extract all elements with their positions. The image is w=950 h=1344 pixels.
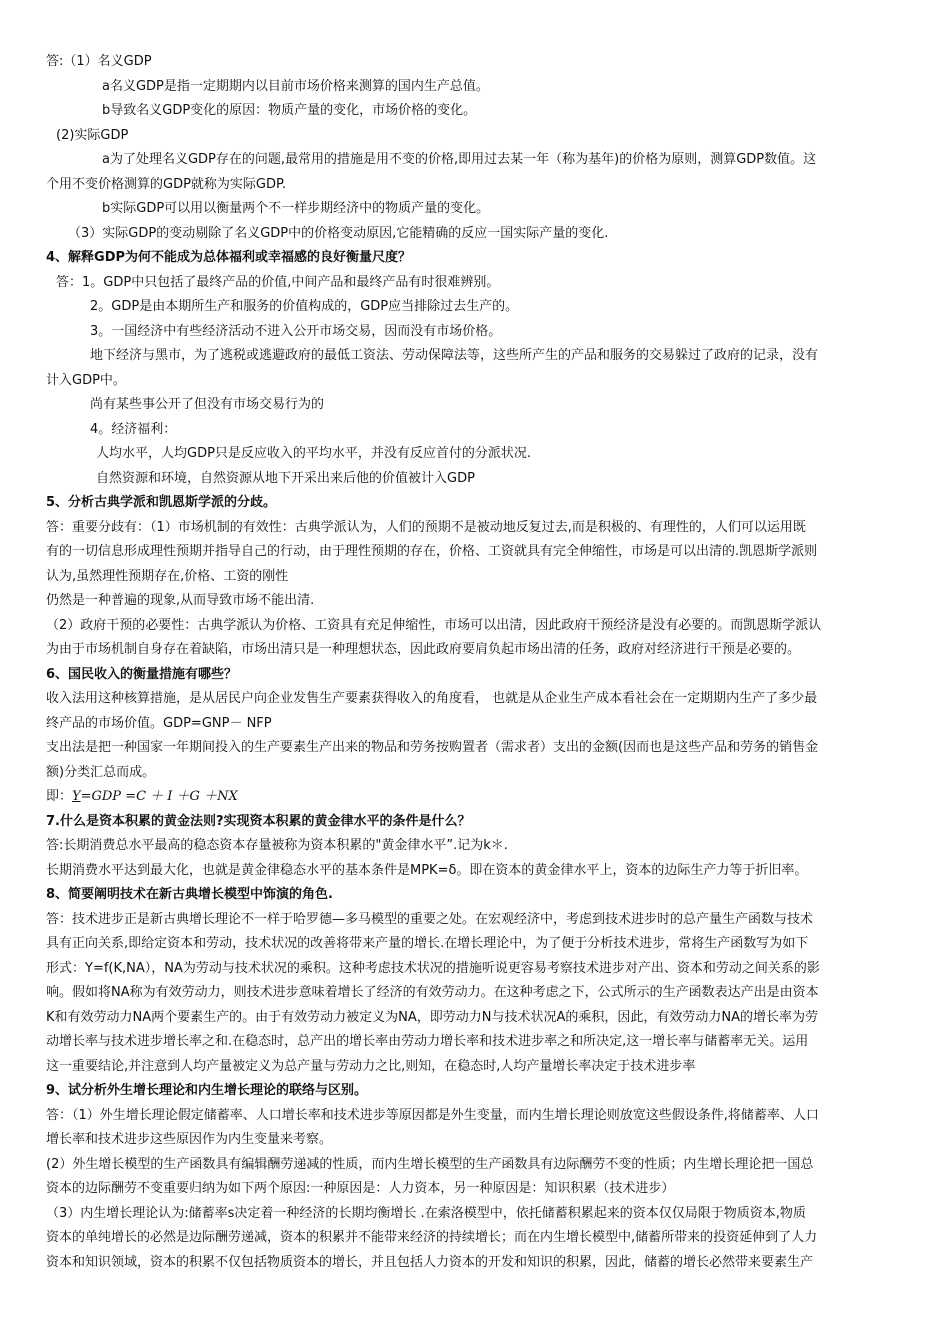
text-line: 尚有某些事公开了但没有市场交易行为的 [90, 397, 325, 412]
text-line: 为由于市场机制自身存在着缺陷，市场出清只是一种理想状态，因此政府要肩负起市场出清的任务，政府对经济进行干预是必要的。 [46, 642, 801, 657]
text-line: 2。GDP是由本期所生产和服务的价值构成的，GDP应当排除过去生产的。 [90, 299, 519, 314]
text-line: 终产品的市场价值。GDP=GNP－ NFP [46, 715, 272, 731]
text-line: 仍然是一种普遍的现象,从而导致市场不能出清. [46, 593, 315, 608]
text-line: 动增长率与技术进步增长率之和.在稳态时，总产出的增长率由劳动力增长率和技术进步率之和所决定,这一增长率与储蓄率无关。运用 [46, 1034, 809, 1049]
text-line: 地下经济与黑市，为了逃税或逃避政府的最低工资法、劳动保障法等，这些所产生的产品和服务的交易躲过了政府的记录，没有 [90, 348, 819, 363]
text-line: 计入GDP中。 [46, 372, 126, 388]
text-line: 自然资源和环境，自然资源从地下开采出来后他的价值被计入GDP [96, 470, 475, 486]
text-line: (2）外生增长模型的生产函数具有编辑酬劳递减的性质，而内生增长模型的生产函数具有边际酬劳不变的性质；内生增长理论把一国总 [46, 1156, 814, 1172]
equation [72, 789, 238, 804]
text-line: 有的一切信息形成理性预期并指导自己的行动，由于理性预期的存在，价格、工资就具有完全伸缩性，市场是可以出清的.凯恩斯学派则 [46, 544, 818, 559]
text-line: K和有效劳动力NA两个要素生产的。由于有效劳动力被定义为NA，即劳动力N与技术状况A的乘积，因此，有效劳动力NA的增长率为劳 [46, 1009, 818, 1025]
text-line: 这一重要结论,并注意到人均产量被定义为总产量与劳动力之比,则知，在稳态时,人均产量增长率决定于技术进步率 [46, 1058, 696, 1074]
text-line: 支出法是把一种国家一年期间投入的生产要素生产出来的物品和劳务按购置者（需求者）支出的金额(因而也是这些产品和劳务的销售金 [46, 740, 819, 755]
text-line: 答：重要分歧有：（1）市场机制的有效性：古典学派认为，人们的预期不是被动地反复过去,而是积极的、有理性的，人们可以运用既 [46, 519, 806, 535]
text-line: 收入法用这种核算措施，是从居民户向企业发售生产要素获得收入的角度看， 也就是从企业生产成本看社会在一定期期内生产了多少最 [46, 691, 818, 706]
document-body-part2 [46, 810, 904, 1276]
text-line: （2）政府干预的必要性：古典学派认为价格、工资具有充足伸缩性，市场可以出清，因此政府干预经济是没有必要的。而凯恩斯学派认 [46, 617, 822, 633]
text-line: 长期消费水平达到最大化，也就是黄金律稳态水平的基本条件是MPK=δ。即在资本的黄金律水平上，资本的边际生产力等于折旧率。 [46, 862, 808, 878]
text-line: 答：技术进步正是新古典增长理论不一样于哈罗德—多马模型的重要之处。在宏观经济中，考虑到技术进步时的总产量生产函数与技术 [46, 911, 814, 927]
text-line: 资本的边际酬劳不变重要归纳为如下两个原因:一种原因是：人力资本，另一种原因是：知识积累（技术进步） [46, 1181, 675, 1196]
section-heading: 9、试分析外生增长理论和内生增长理论的联络与区别。 [46, 1083, 368, 1098]
text-line: 答:长期消费总水平最高的稳态资本存量被称为资本积累的"黄金律水平”.记为k＊. [46, 838, 508, 853]
text-line: b实际GDP可以用以衡量两个不一样步期经济中的物质产量的变化。 [102, 201, 490, 216]
section-heading: 6、国民收入的衡量措施有哪些？ [46, 666, 238, 682]
section-heading: 4、解释GDP为何不能成为总体福利或幸福感的良好衡量尺度？ [46, 250, 412, 265]
text-line: 答:（1）名义GDP [46, 54, 152, 69]
text-line: （3）内生增长理论认为:储蓄率s决定着一种经济的长期均衡增长 .在索洛模型中，依托储蓄积累起来的资本仅仅局限于物质资本,物质 [46, 1205, 806, 1221]
text-line: a名义GDP是指一定期期内以目前市场价格来测算的国内生产总值。 [102, 78, 489, 94]
text-line: a为了处理名义GDP存在的问题,最常用的措施是用不变的价格,即用过去某一年（称为基年)的价格为原则，测算GDP数值。这 [102, 152, 817, 167]
section-heading: 5、分析古典学派和凯恩斯学派的分歧。 [46, 495, 277, 510]
text-line: 资本的单纯增长的必然是边际酬劳递减，资本的积累并不能带来经济的持续增长；而在内生增长模型中,储蓄所带来的投资延伸到了人力 [46, 1230, 818, 1245]
text-line: 增长率和技术进步这些原因作为内生变量来考察。 [46, 1132, 333, 1147]
text-line: 答：（1）外生增长理论假定储蓄率、人口增长率和技术进步等原因都是外生变量，而内生增长理论则放宽这些假设条件,将储蓄率、人口 [46, 1107, 819, 1123]
section-heading: 8、简要阐明技术在新古典增长模型中饰演的角色. [46, 887, 333, 902]
document-page [46, 50, 904, 1275]
text-line: 具有正向关系,即给定资本和劳动，技术状况的改善将带来产量的增长.在增长理论中，为了便于分析技术进步，常将生产函数写为如下 [46, 936, 809, 951]
text-line: (2)实际GDP [56, 127, 129, 143]
equation-rhs: =GDP =C ＋ I ＋G ＋NX [80, 789, 238, 804]
text-line: 个用不变价格测算的GDP就称为实际GDP. [46, 176, 286, 192]
text-line: 答：1。GDP中只包括了最终产品的价值,中间产品和最终产品有时很难辨别。 [56, 274, 500, 290]
text-line: 3。一国经济中有些经济活动不进入公开市场交易，因而没有市场价格。 [90, 323, 502, 339]
text-line: 人均水平，人均GDP只是反应收入的平均水平，并没有反应首付的分派状况. [96, 446, 532, 461]
text-line: b导致名义GDP变化的原因：物质产量的变化，市场价格的变化。 [102, 103, 477, 118]
text-line: 响。假如将NA称为有效劳动力，则技术进步意味着增长了经济的有效劳动力。在这种考虑之下，公式所示的生产函数表达产出是由资本 [46, 985, 819, 1000]
text-line: （3）实际GDP的变动剔除了名义GDP中的价格变动原因,它能精确的反应一国实际产量的变化. [68, 225, 609, 241]
text-line: 认为,虽然理性预期存在,价格、工资的刚性 [46, 568, 289, 584]
text-line: 额)分类汇总而成。 [46, 764, 156, 780]
equation-lhs: Y [72, 789, 81, 804]
section-heading: 7.什么是资本积累的黄金法则?实现资本积累的黄金律水平的条件是什么？ [46, 813, 471, 829]
equation-prefix: 即： [46, 789, 73, 804]
text-line: 形式：Y=f(K,NA），NA为劳动与技术状况的乘积。这种考虑技术状况的措施听说更容易考察技术进步对产出、资本和劳动之间关系的影 [46, 960, 820, 976]
text-line: 资本和知识领域，资本的积累不仅包括物质资本的增长，并且包括人力资本的开发和知识的积累，因此，储蓄的增长必然带来要素生产 [46, 1254, 814, 1270]
gdp-equation-line [46, 785, 904, 810]
text-line: 4。经济福利： [90, 421, 177, 437]
document-body-part1 [46, 50, 904, 785]
